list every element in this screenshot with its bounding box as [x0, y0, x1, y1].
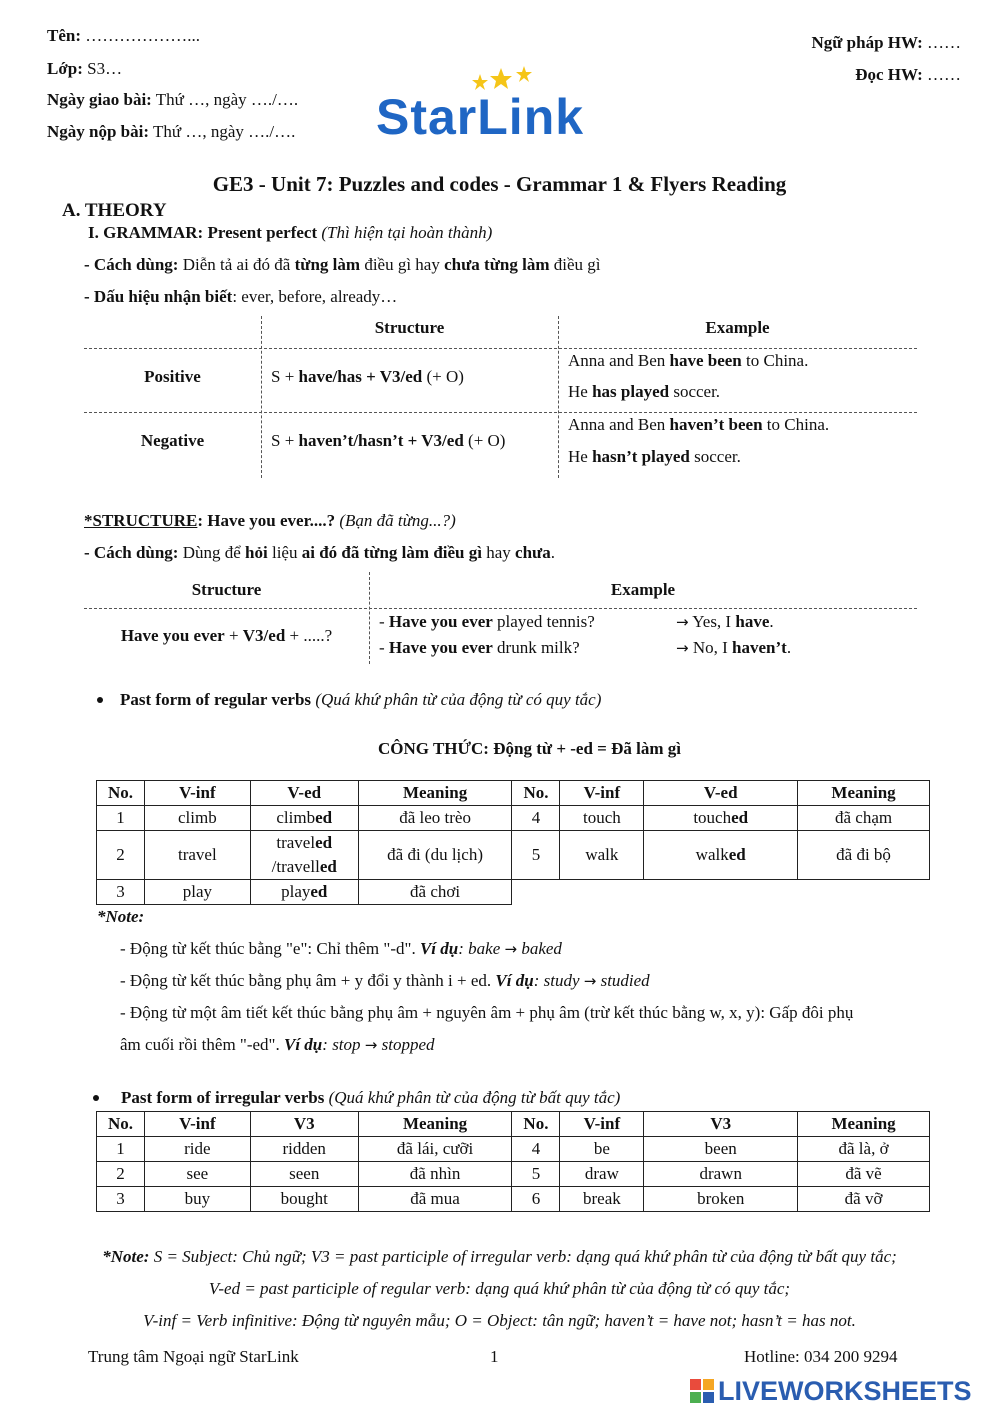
negative-structure: S + haven’t/hasn’t + V3/ed (+ O) — [271, 431, 506, 450]
regular-verbs-table — [96, 780, 930, 905]
bullet-icon — [93, 1095, 99, 1101]
regular-formula: CÔNG THỨC: Động từ + -ed = Đã làm gì — [378, 739, 681, 758]
col-header-structure: Structure — [191, 580, 262, 599]
logo-text: StarLink — [376, 89, 585, 145]
note-line-1: - Động từ kết thúc bằng "e": Chỉ thêm "-d". Ví dụ: bake → baked — [120, 939, 562, 958]
table-row: 1 ride ridden đã lái, cưỡi 4 be been đã là, ở — [97, 1137, 930, 1162]
footnote-line-3: V-inf = Verb infinitive: Động từ nguyên mẫu; O = Object: tân ngữ; haven’t = have not; hasn’t = has not. — [143, 1311, 856, 1330]
bullet-icon — [97, 697, 103, 703]
page-title: GE3 - Unit 7: Puzzles and codes - Grammar 1 & Flyers Reading — [212, 172, 787, 196]
note-line-3b: âm cuối rồi thêm "-ed". Ví dụ: stop → stopped — [120, 1035, 435, 1054]
table-header-row: No. V-inf V3 Meaning No. V-inf V3 Meaning — [97, 1112, 930, 1137]
starlink-logo — [376, 66, 626, 146]
arrow-right-icon: → — [504, 940, 518, 958]
grammar-hw-field: Ngữ pháp HW: …… — [811, 33, 961, 52]
col-header-structure: Structure — [374, 318, 445, 337]
table-divider — [84, 348, 917, 349]
structure-usage: - Cách dùng: Dùng để hỏi liệu ai đó đã từng làm điều gì hay chưa. — [84, 543, 555, 562]
table-row: 1 climb climbed đã leo trèo 4 touch touched đã chạm — [97, 806, 930, 831]
grammar-heading: I. GRAMMAR: Present perfect (Thì hiện tại hoàn thành) — [88, 223, 493, 242]
structure-heading: *STRUCTURE: Have you ever....? (Bạn đã từng...?) — [84, 511, 456, 530]
irregular-verbs-heading: Past form of irregular verbs (Quá khứ phân từ của động từ bất quy tắc) — [121, 1088, 621, 1107]
watermark-text: LIVEWORKSHEETS — [718, 1376, 972, 1406]
table-divider — [84, 412, 917, 413]
table-row: 2 travel traveled /travelled đã đi (du lịch) 5 walk walked đã đi bộ — [97, 831, 930, 880]
arrow-right-icon: → — [676, 639, 689, 657]
negative-example-2: He hasn’t played soccer. — [568, 447, 741, 466]
table-row: 2 see seen đã nhìn 5 draw drawn đã vẽ — [97, 1162, 930, 1187]
have-you-ever-structure: Have you ever + V3/ed + .....? — [120, 626, 333, 645]
row-label-positive: Positive — [144, 367, 201, 386]
note-line-2: - Động từ kết thúc bằng phụ âm + y đổi y thành i + ed. Ví dụ: study → studied — [120, 971, 650, 990]
theory-heading: A. THEORY — [62, 200, 167, 221]
signal-line: - Dấu hiệu nhận biết: ever, before, already… — [84, 287, 398, 306]
footer-page-number: 1 — [490, 1347, 499, 1366]
positive-example-2: He has played soccer. — [568, 382, 721, 401]
col-header-example: Example — [705, 318, 770, 337]
irregular-verbs-table — [96, 1111, 930, 1212]
footer-center-name: Trung tâm Ngoại ngữ StarLink — [88, 1347, 299, 1366]
liveworksheets-watermark — [690, 1376, 990, 1406]
footnote-line-2: V-ed = past participle of regular verb: dạng quá khứ phân từ của động từ có quy tắc; — [208, 1279, 791, 1298]
reading-hw-field: Đọc HW: …… — [855, 65, 961, 84]
note-line-3: - Động từ một âm tiết kết thúc bằng phụ âm + nguyên âm + phụ âm (trừ kết thúc bằng w, x, y): Gấp đôi phụ — [120, 1003, 854, 1022]
positive-structure: S + have/has + V3/ed (+ O) — [271, 367, 464, 386]
negative-example-1: Anna and Ben haven’t been to China. — [568, 415, 830, 434]
table-header-row: No. V-inf V-ed Meaning No. V-inf V-ed Meaning — [97, 781, 930, 806]
table-divider — [261, 316, 262, 478]
footer-hotline: Hotline: 034 200 9294 — [744, 1347, 898, 1366]
liveworksheets-logo-icon — [690, 1379, 714, 1403]
class-field: Lớp: S3… — [47, 59, 123, 78]
have-you-ever-answer-2: → No, I haven’t. — [676, 638, 792, 657]
note-label: *Note: — [97, 907, 145, 926]
have-you-ever-answer-1: → Yes, I have. — [676, 612, 774, 631]
col-header-example: Example — [610, 580, 676, 599]
arrow-right-icon: → — [364, 1036, 378, 1054]
name-field: Tên: ………………... — [47, 26, 200, 45]
usage-line: - Cách dùng: Diễn tả ai đó đã từng làm điều gì hay chưa từng làm điều gì — [84, 255, 601, 274]
row-label-negative: Negative — [140, 431, 205, 450]
have-you-ever-example-2: - Have you ever drunk milk? — [379, 638, 580, 657]
table-row: 3 play played đã chơi — [97, 880, 930, 905]
arrow-right-icon: → — [583, 972, 597, 990]
table-row: 3 buy bought đã mua 6 break broken đã vỡ — [97, 1187, 930, 1212]
submit-date-field: Ngày nộp bài: Thứ …, ngày …./…. — [47, 122, 296, 141]
have-you-ever-example-1: - Have you ever played tennis? — [379, 612, 595, 631]
footnote-line-1: *Note: S = Subject: Chủ ngữ; V3 = past participle of irregular verb: dạng quá khứ phân từ của động từ bất quy tắc; — [102, 1247, 897, 1266]
table-divider — [558, 316, 559, 478]
regular-verbs-heading: Past form of regular verbs (Quá khứ phân từ của động từ có quy tắc) — [120, 690, 602, 709]
positive-example-1: Anna and Ben have been to China. — [568, 351, 809, 370]
arrow-right-icon: → — [676, 613, 689, 631]
table-divider — [84, 608, 917, 609]
assign-date-field: Ngày giao bài: Thứ …, ngày …./…. — [47, 90, 299, 109]
